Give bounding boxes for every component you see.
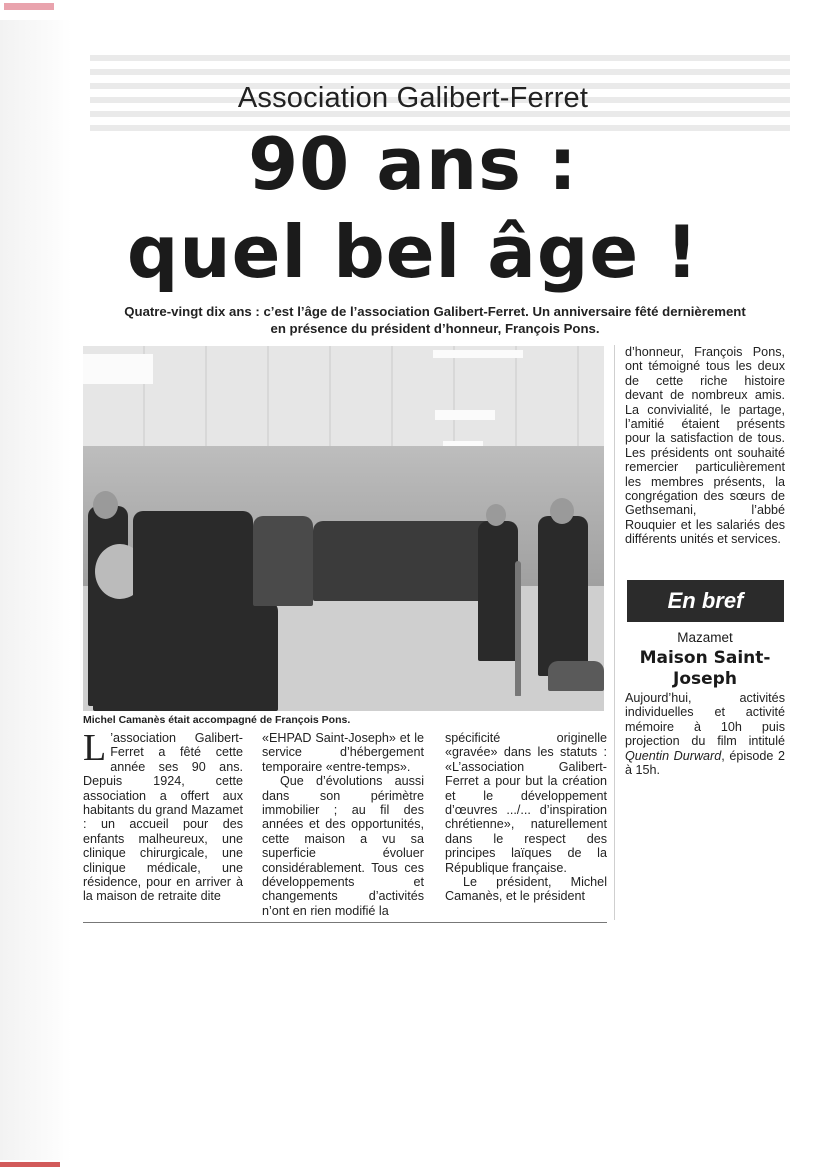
photo-head [550, 498, 574, 524]
photo-person [133, 511, 253, 621]
photo-light [435, 410, 495, 420]
article-photo [83, 346, 604, 711]
column-3-paragraph: Le président, Michel Camanès, et le président [445, 875, 607, 904]
bref-city: Mazamet [677, 630, 733, 645]
column-1-text: ’association Galibert-Ferret a fêté cette année ses 90 ans. Depuis 1924, cette association a offert aux habitants du grand Mazamet : un accueil pour des enfants malheureux, une clinique chirurgicale, une clinique médicale, une résidence, pour en arriver à la maison de retraite dite [83, 731, 243, 904]
bref-film-title: Quentin Durward [625, 748, 722, 763]
photo-person [478, 521, 518, 661]
column-divider [614, 345, 615, 920]
article-kicker: Association Galibert-Ferret [237, 82, 589, 114]
scan-edge-mark-top [4, 3, 54, 10]
photo-caption: Michel Camanès était accompagné de François Pons. [83, 714, 351, 726]
article-column-1 [83, 727, 243, 904]
article-column-4 [625, 345, 785, 547]
article-lead-line-2: en présence du président d’honneur, François Pons. [270, 321, 600, 336]
bref-text [625, 691, 785, 777]
article-column-3 [445, 731, 607, 904]
bref-text-part: , épisode 2 à 15h. [625, 748, 785, 778]
article-column-2 [262, 731, 424, 918]
en-bref-header: En bref [627, 580, 784, 622]
column-4-text: d’honneur, François Pons, ont témoigné tous les deux de cette riche histoire devant de nombreux amis. La convivialité, le partage, l’amitié étaient présents pour la satisfaction de tous. Les présidents ont souhaité remercier particulièrement les membres présents, la congrégation des sœurs de Gethsemani, l’abbé Rouquier et les salariés des différents unités et services. [625, 345, 785, 547]
headline-line-1: 90 ans : [248, 122, 578, 206]
column-2-paragraph: Que d’évolutions aussi dans son périmètre immobilier ; au fil des années et des opportunités, cette maison a vu sa superficie évoluer considérablement. Tous ces développements et changements d’activités n’ont en rien modifié la [262, 774, 424, 918]
photo-person [538, 516, 588, 676]
photo-bench [548, 661, 604, 691]
column-2-paragraph: «EHPAD Saint-Joseph» et le service d’hébergement temporaire «entre-temps». [262, 731, 424, 774]
photo-head [486, 504, 506, 526]
photo-light [83, 354, 153, 384]
photo-light [433, 350, 523, 358]
article-bottom-rule [83, 922, 607, 923]
scan-edge-mark-bottom [0, 1162, 60, 1167]
drop-cap: L [83, 727, 107, 769]
article-lead-line-1: Quatre-vingt dix ans : c’est l’âge de l’association Galibert-Ferret. Un anniversaire fêté dernièrement [124, 304, 746, 319]
photo-ceiling [83, 346, 604, 446]
article-lead [90, 303, 780, 337]
bref-text-part: Aujourd’hui, activités individuelles et activité mémoire à 10h puis projection du film intitulé [625, 691, 785, 749]
headline-line-2: quel bel âge ! [126, 210, 700, 294]
bref-title: Maison Saint-Joseph [639, 648, 771, 689]
photo-lectern [515, 561, 521, 696]
photo-person [253, 516, 313, 606]
photo-head [93, 491, 118, 519]
column-3-paragraph: spécificité originelle «gravée» dans les statuts : «L’association Galibert-Ferret a pour but la création et le développement d’œuvres .../... d’inspiration chrétienne», naturellement dans le respect des principes laïques de la République française. [445, 731, 607, 875]
